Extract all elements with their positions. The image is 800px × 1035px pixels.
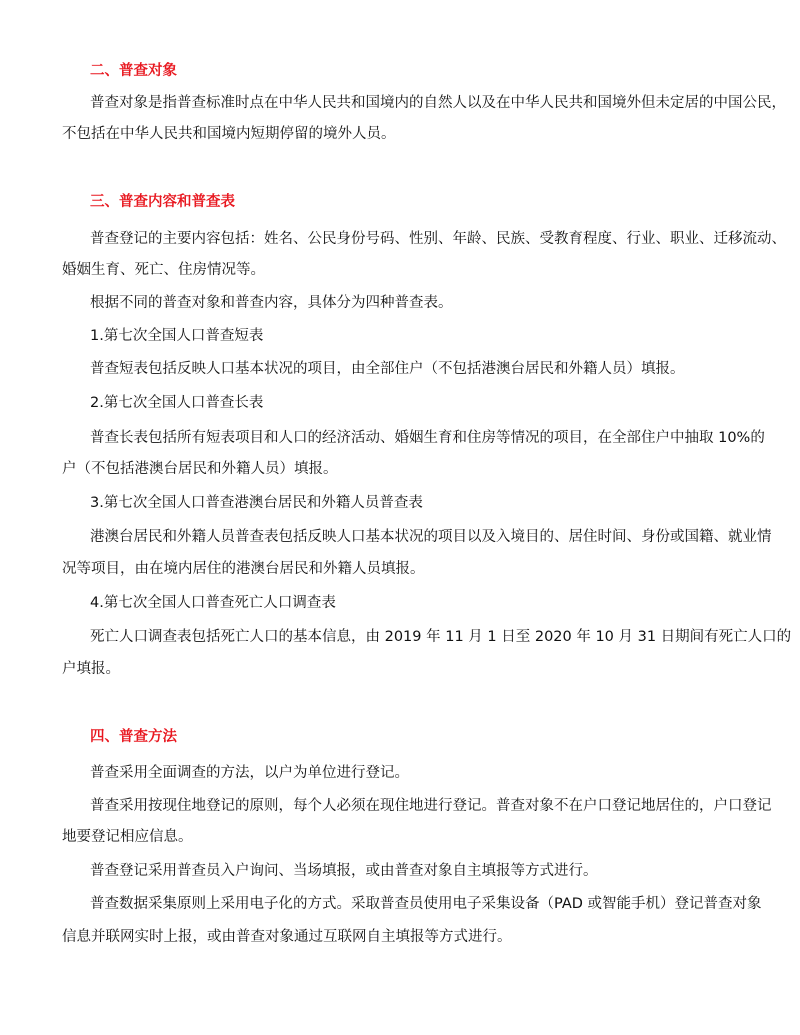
paragraph-line: 普查登记的主要内容包括：姓名、公民身份号码、性别、年龄、民族、受教育程度、行业、职业、迁移流动、 <box>90 231 786 247</box>
section-heading-4: 四、普查方法 <box>90 729 177 745</box>
paragraph-line: 根据不同的普查对象和普查内容，具体分为四种普查表。 <box>90 295 453 311</box>
list-item-title: 3.第七次全国人口普查港澳台居民和外籍人员普查表 <box>90 495 423 511</box>
paragraph-line: 户填报。 <box>62 661 120 677</box>
paragraph-line: 信息并联网实时上报，或由普查对象通过互联网自主填报等方式进行。 <box>62 929 512 945</box>
paragraph-line: 普查登记采用普查员入户询问、当场填报，或由普查对象自主填报等方式进行。 <box>90 863 598 879</box>
paragraph-line: 况等项目，由在境内居住的港澳台居民和外籍人员填报。 <box>62 561 425 577</box>
paragraph-line: 普查采用按现住地登记的原则，每个人必须在现住地进行登记。普查对象不在户口登记地居住的，户口登记 <box>90 798 772 814</box>
paragraph-line: 普查长表包括所有短表项目和人口的经济活动、婚姻生育和住房等情况的项目，在全部住户中抽取 10%的 <box>90 430 765 446</box>
paragraph-line: 普查采用全面调查的方法，以户为单位进行登记。 <box>90 765 409 781</box>
paragraph-line: 普查对象是指普查标准时点在中华人民共和国境内的自然人以及在中华人民共和国境外但未定居的中国公民， <box>90 95 786 111</box>
list-item-title: 4.第七次全国人口普查死亡人口调查表 <box>90 595 336 611</box>
paragraph-line: 户（不包括港澳台居民和外籍人员）填报。 <box>62 461 338 477</box>
paragraph-line: 港澳台居民和外籍人员普查表包括反映人口基本状况的项目以及入境目的、居住时间、身份或国籍、就业情 <box>90 529 772 545</box>
list-item-title: 2.第七次全国人口普查长表 <box>90 395 264 411</box>
section-heading-3: 三、普查内容和普查表 <box>90 194 235 210</box>
section-heading-2: 二、普查对象 <box>90 63 177 79</box>
paragraph-line: 普查短表包括反映人口基本状况的项目，由全部住户（不包括港澳台居民和外籍人员）填报。 <box>90 361 685 377</box>
paragraph-line: 婚姻生育、死亡、住房情况等。 <box>62 262 265 278</box>
paragraph-line: 死亡人口调查表包括死亡人口的基本信息，由 2019 年 11 月 1 日至 2020 年 10 月 31 日期间有死亡人口的 <box>90 629 792 645</box>
list-item-title: 1.第七次全国人口普查短表 <box>90 328 264 344</box>
paragraph-line: 地要登记相应信息。 <box>62 829 193 845</box>
paragraph-line: 不包括在中华人民共和国境内短期停留的境外人员。 <box>62 126 396 142</box>
paragraph-line: 普查数据采集原则上采用电子化的方式。采取普查员使用电子采集设备（PAD 或智能手机）登记普查对象 <box>90 896 762 912</box>
